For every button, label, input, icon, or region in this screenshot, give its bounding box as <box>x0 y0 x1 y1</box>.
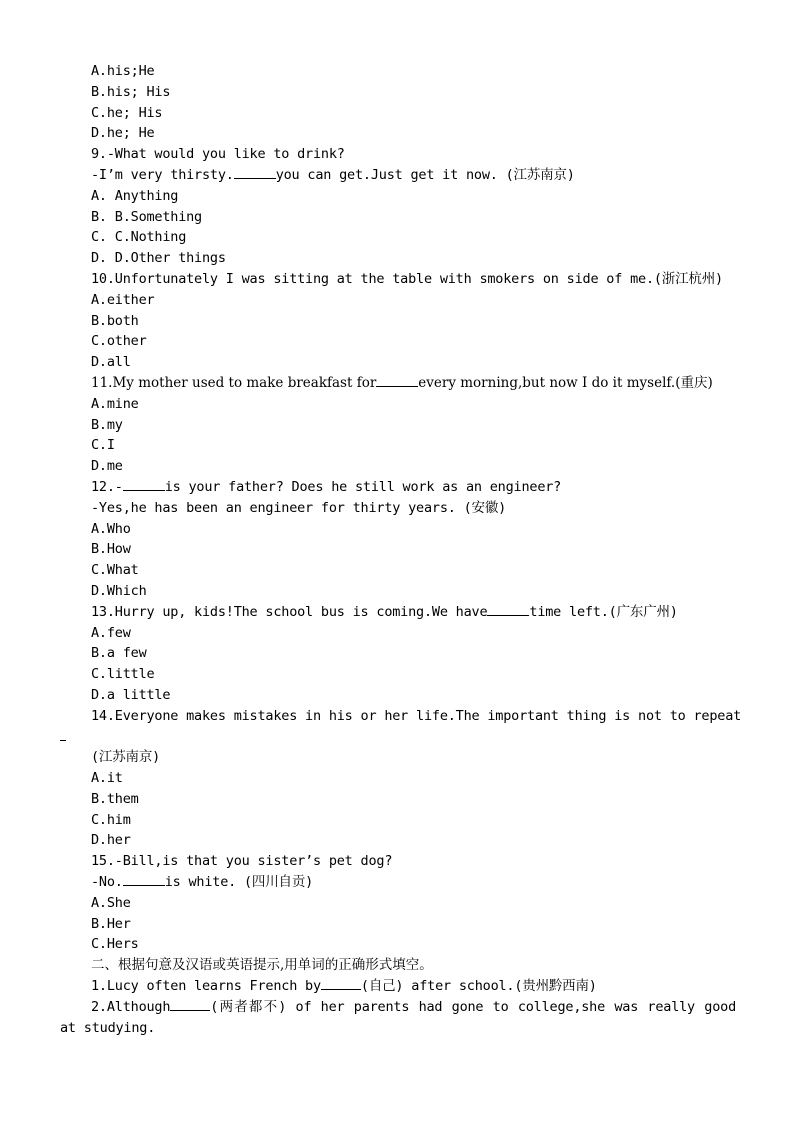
option-line: A.either <box>91 291 155 308</box>
option-line: D.Which <box>91 582 147 599</box>
question-12-response: -Yes,he has been an engineer for thirty years. (安徽) <box>91 499 507 516</box>
option-line: D.a little <box>91 686 171 703</box>
option-line: D.me <box>91 458 123 475</box>
question-14: 14.Everyone makes mistakes in his or her life.The important thing is not to repeat <box>91 707 742 724</box>
answer-blank <box>376 373 418 387</box>
option-line: B.How <box>91 541 131 558</box>
option-line: A.Who <box>91 520 131 537</box>
option-line: A.She <box>91 894 131 911</box>
option-line: C.other <box>91 333 147 350</box>
option-line: C.What <box>91 562 139 579</box>
option-line: B.both <box>91 312 139 329</box>
question-9: 9.-What would you like to drink? <box>91 146 345 163</box>
answer-blank <box>321 976 361 990</box>
option-line: C. C.Nothing <box>91 229 187 246</box>
question-14-source: (江苏南京) <box>91 749 161 766</box>
section-heading: 二、根据句意及汉语或英语提示,用单词的正确形式填空。 <box>91 957 433 974</box>
option-line: B.Her <box>91 915 131 932</box>
answer-blank <box>123 872 165 886</box>
question-12: 12.- is your father? Does he still work as an engineer? <box>91 478 562 495</box>
question-9-response: -I’m very thirsty. you can get.Just get it now. (江苏南京) <box>91 166 575 183</box>
question-15: 15.-Bill,is that you sister’s pet dog? <box>91 853 393 870</box>
document-page <box>60 61 742 1038</box>
question-10: 10.Unfortunately I was sitting at the table with smokers on side of me.(浙江杭州) <box>91 270 723 287</box>
option-line: B.them <box>91 790 139 807</box>
answer-blank-short <box>60 727 736 748</box>
question-13: 13.Hurry up, kids!The school bus is coming.We have time left.(广东广州) <box>91 603 678 620</box>
option-line: D.her <box>91 832 131 849</box>
fill-question-2: 2.Although (两者都不) of her parents had gone to college,she was really good at studying. <box>60 998 736 1036</box>
option-line: C.he; His <box>91 104 163 121</box>
answer-blank <box>487 602 529 616</box>
fill-question-1: 1.Lucy often learns French by (自己) after school.(贵州黔西南) <box>91 978 597 995</box>
option-line: A.his;He <box>91 63 155 79</box>
option-line: B.my <box>91 416 123 433</box>
option-line: B.his; His <box>91 83 171 100</box>
option-line: C.Hers <box>91 936 139 953</box>
option-line: A.it <box>91 770 123 787</box>
option-line: D.all <box>91 354 131 371</box>
option-line: D. D.Other things <box>91 250 226 267</box>
option-line: C.I <box>91 437 115 454</box>
option-line: C.him <box>91 811 131 828</box>
answer-blank <box>170 997 210 1011</box>
option-line: B. B.Something <box>91 208 202 225</box>
option-line: A.mine <box>91 395 139 412</box>
option-line: A.few <box>91 624 131 641</box>
option-line: C.little <box>91 666 155 683</box>
option-line: A. Anything <box>91 187 179 204</box>
question-11: 11.My mother used to make breakfast for every morning,but now I do it myself.(重庆) <box>91 374 713 391</box>
option-line: D.he; He <box>91 125 155 142</box>
question-15-response: -No. is white. (四川自贡) <box>91 874 314 891</box>
answer-blank <box>234 165 276 179</box>
answer-blank <box>123 477 165 491</box>
option-line: B.a few <box>91 645 147 662</box>
